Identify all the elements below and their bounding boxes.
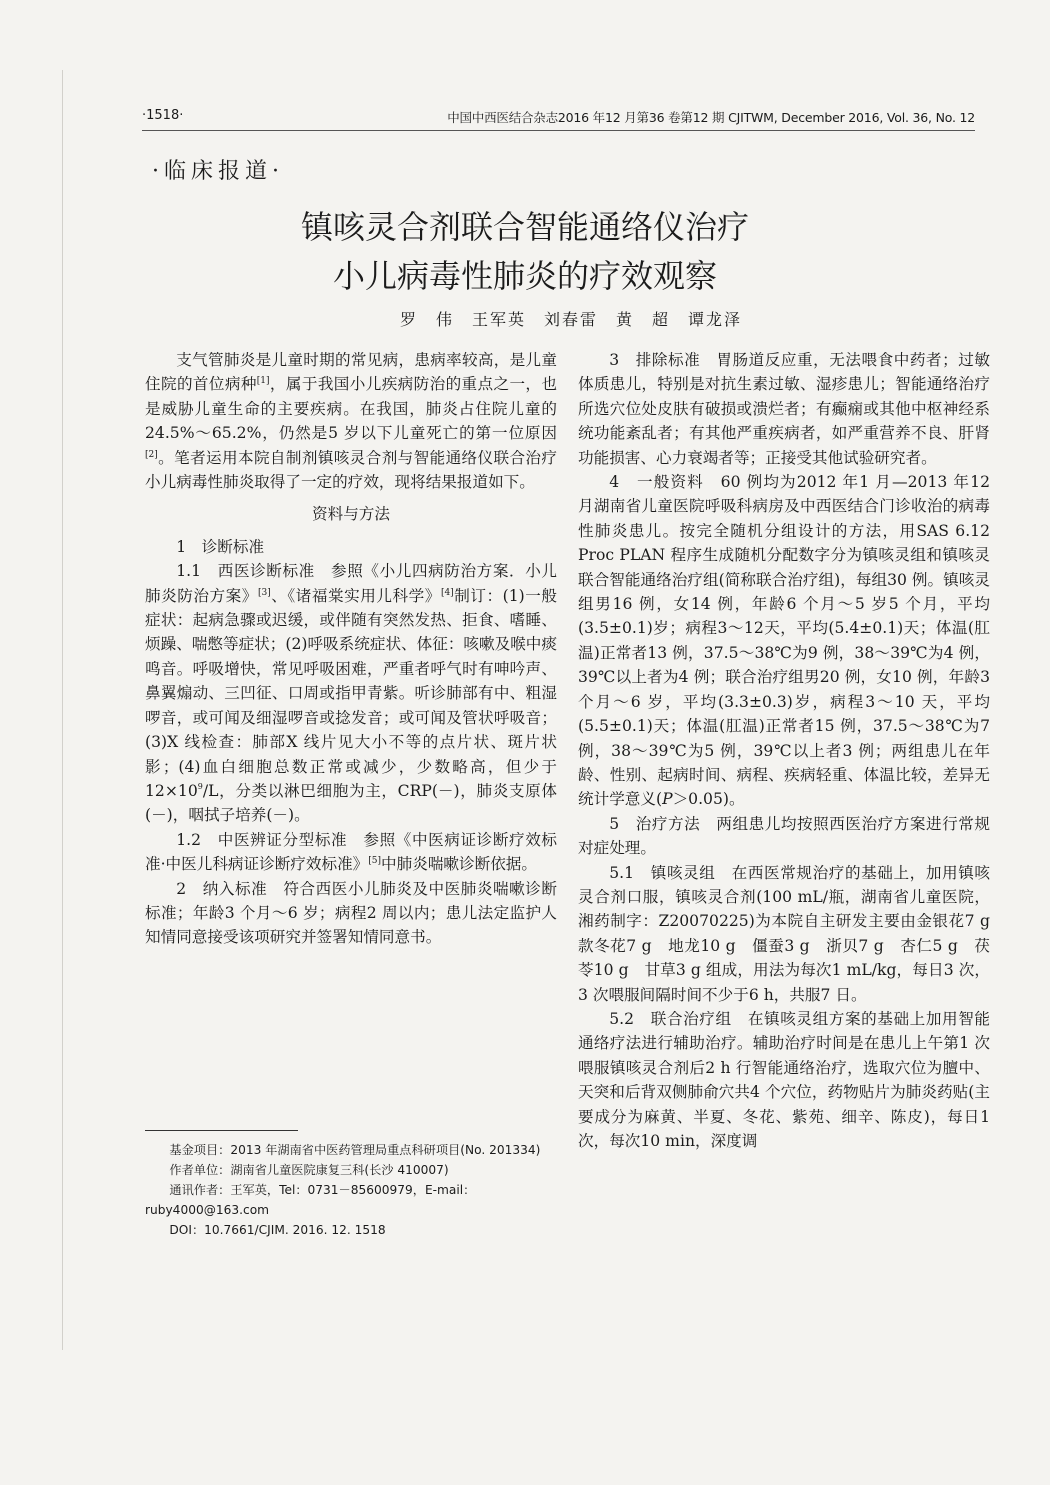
paragraph-tcm-diagnosis: 1.2 中医辨证分型标准 参照《中医病证诊断疗效标准·中医儿科病证诊断疗效标准》[5]中肺炎喘嗽诊断依据。	[145, 830, 557, 874]
footnote-doi: DOI：10.7661/CJIM. 2016. 12. 1518	[169, 1223, 386, 1237]
paragraph-zhenkeling-group: 5.1 镇咳灵组 在西医常规治疗的基础上，加用镇咳灵合剂口服，镇咳灵合剂(100 mL/瓶，湖南省儿童医院，湘药制字：Z20070225)为本院自主研发主要由金银花7 g 款冬花7 g 地龙10 g 僵蚕3 g 浙贝7 g 杏仁5 g 茯苓10 g 甘草3 g 组成，用法为每次1 mL/kg，每日3 次，3 次喂服间隔时间不少于6 h，共服7 日。	[578, 863, 1006, 1004]
paragraph-inclusion-criteria: 2 纳入标准 符合西医小儿肺炎及中医肺炎喘嗽诊断标准；年龄3 个月～6 岁；病程2 周以内；患儿法定监护人知情同意接受该项研究并签署知情同意书。	[145, 879, 557, 947]
subsection-heading: 1 诊断标准	[176, 537, 265, 556]
intro-paragraph: 支气管肺炎是儿童时期的常见病，患病率较高，是儿童住院的首位病种[1]，属于我国小儿疾病防治的重点之一，也是威胁儿童生命的主要疾病。在我国，肺炎占住院儿童的24.5%～65.2%，仍然是5 岁以下儿童死亡的第一位原因[2]。笔者运用本院自制剂镇咳灵合剂与智能通络仪联合治疗小儿病毒性肺炎取得了一定的疗效，现将结果报道如下。	[145, 351, 557, 492]
citation-ref: [2]	[145, 449, 158, 460]
paragraph-treatment-methods: 5 治疗方法 两组患儿均按照西医治疗方案进行常规对症处理。	[578, 814, 990, 858]
paragraph-combined-group: 5.2 联合治疗组 在镇咳灵组方案的基础上加用智能通络疗法进行辅助治疗。辅助治疗时间是在患儿上午第1 次喂服镇咳灵合剂后2 h 行智能通络治疗，选取穴位为膻中、天突和后背双侧肺俞穴共4 个穴位，药物贴片为肺炎药贴(主要成分为麻黄、半夏、冬花、紫苑、细辛、陈皮)，每日1 次，每次10 min，深度调	[578, 1009, 990, 1150]
left-column	[145, 348, 557, 950]
paragraph-western-diagnosis: 1.1 西医诊断标准 参照《小儿四病防治方案．小儿肺炎防治方案》[3]、《诸福棠实用儿科学》[4]制订：(1)一般症状：起病急骤或迟缓，或伴随有突然发热、拒食、嗜睡、烦躁、喘憋等症状；(2)呼吸系统症状、体征：咳嗽及喉中痰鸣音。呼吸增快，常见呼吸困难，严重者呼气时有呻吟声、鼻翼煽动、三凹征、口周或指甲青紫。听诊肺部有中、粗湿啰音，或可闻及细湿啰音或捻发音；或可闻及管状呼吸音；(3)X 线检查：肺部X 线片见大小不等的点片状、斑片状影；(4)血白细胞总数正常或减少，少数略高，但少于$12\times 10^9/L$，分类以淋巴细胞为主，CRP(－)，肺炎支原体(－)，咽拭子培养(－)。	[145, 562, 557, 825]
footnote-affiliation: 作者单位：湖南省儿童医院康复三科(长沙 410007)	[169, 1163, 449, 1177]
section-heading: 资料与方法	[312, 505, 390, 524]
column-label: ·临床报道·	[152, 159, 284, 184]
footnote-correspondence: 通讯作者：王军英，Tel：0731－85600979，E-mail：ruby4000@163.com	[145, 1183, 476, 1217]
p-value-symbol: P	[662, 790, 673, 809]
citation-ref: [4]	[440, 587, 454, 598]
journal-running-head: 中国中西医结合杂志2016 年12 月第36 卷第12 期 CJITWM, December 2016, Vol. 36, No. 12	[447, 110, 975, 125]
footnote-divider	[145, 1130, 298, 1131]
citation-ref: [5]	[368, 856, 382, 867]
footnotes	[145, 1140, 557, 1240]
running-header	[142, 108, 975, 131]
author-list: 罗 伟 王军英 刘春雷 黄 超 谭龙泽	[400, 310, 743, 329]
paragraph-exclusion-criteria: 3 排除标准 胃肠道反应重，无法喂食中药者；过敏体质患儿，特别是对抗生素过敏、湿疹患儿；智能通络治疗所选穴位处皮肤有破损或溃烂者；有癫痫或其他中枢神经系统功能紊乱者；有其他严重疾病者，如严重营养不良、肝肾功能损害、心力衰竭者等；正接受其他试验研究者。	[578, 351, 990, 467]
article-title-line-2: 小儿病毒性肺炎的疗效观察	[332, 257, 717, 295]
article-title-line-1: 镇咳灵合剂联合智能通络仪治疗	[300, 208, 749, 246]
citation-ref: [3]	[257, 587, 271, 598]
footnote-fund: 基金项目：2013 年湖南省中医药管理局重点科研项目(No. 201334)	[169, 1143, 541, 1157]
citation-ref: [1]	[256, 376, 270, 387]
exponent: 9	[197, 781, 203, 791]
right-column	[578, 348, 1006, 1153]
page-number: ·1518·	[142, 108, 184, 123]
paragraph-general-data: 4 一般资料 60 例均为2012 年1 月—2013 年12 月湖南省儿童医院呼吸科病房及中西医结合门诊收治的病毒性肺炎患儿。按完全随机分组设计的方法，用SAS 6.12 Proc PLAN 程序生成随机分配数字分为镇咳灵组和镇咳灵联合智能通络治疗组(简称联合治疗组)，每组30 例。镇咳灵组男16 例，女14 例，年龄6 个月～5 岁5 个月，平均(3.5±0.1)岁；病程3～12天，平均(5.4±0.1)天；体温(肛温)正常者13 例，37.5～38℃为9 例，38～39℃为4 例，39℃以上者为4 例；联合治疗组男20 例，女10 例，年龄3 个月～6 岁，平均(3.3±0.3)岁，病程3～10 天，平均(5.5±0.1)天；体温(肛温)正常者15 例，37.5～38℃为7 例，38～39℃为5 例，39℃以上者3 例；两组患儿在年龄、性别、起病时间、病程、疾病轻重、体温比较，差异无统计学意义(P＞0.05)。	[578, 473, 990, 809]
